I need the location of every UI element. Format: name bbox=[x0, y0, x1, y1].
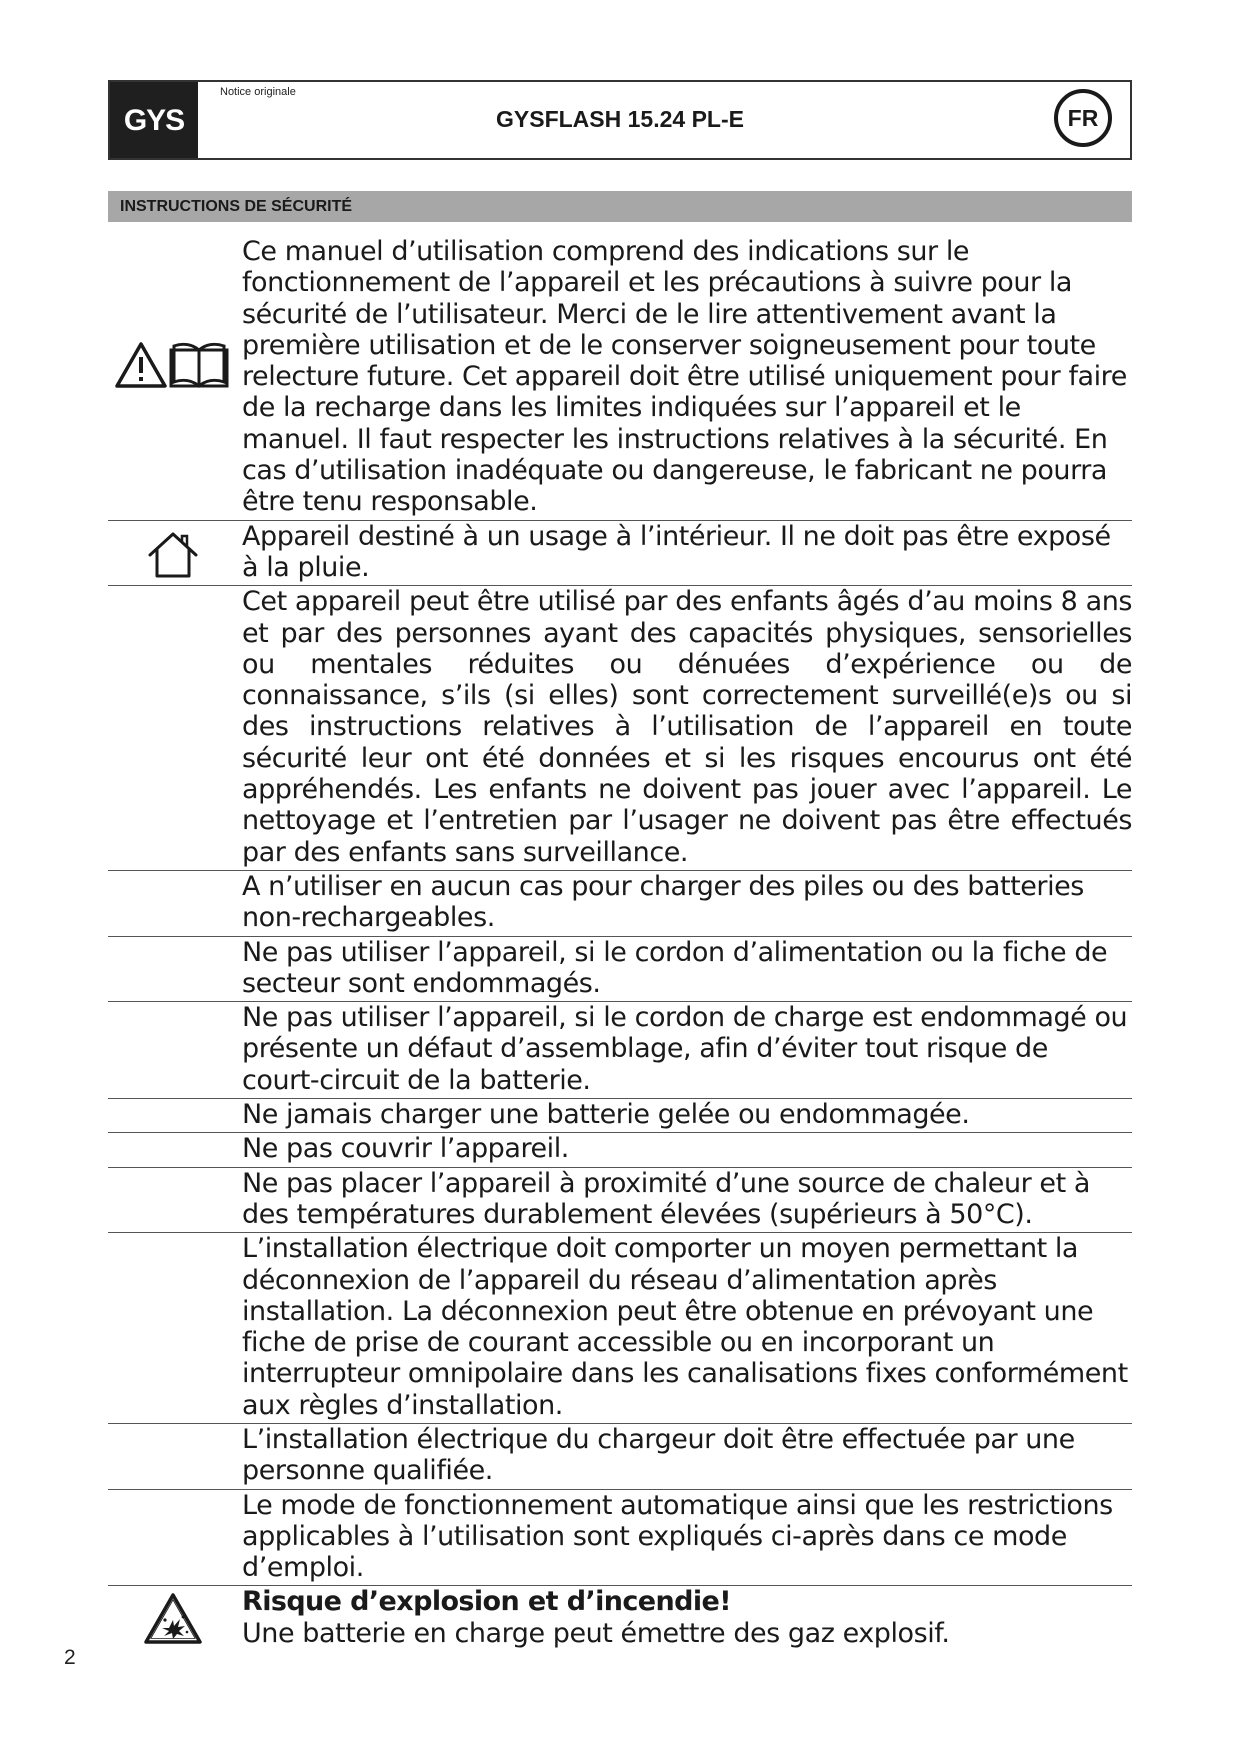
safety-item bbox=[108, 236, 1132, 521]
safety-item bbox=[108, 1133, 1132, 1167]
item-text: Appareil destiné à un usage à l’intérieur. Il ne doit pas être exposé à la pluie. bbox=[242, 520, 1111, 583]
model-title: GYSFLASH 15.24 PL-E bbox=[496, 106, 744, 132]
item-text: Ne pas utiliser l’appareil, si le cordon d’alimentation ou la fiche de secteur sont endommagés. bbox=[242, 936, 1108, 999]
explosion-risk-text: Une batterie en charge peut émettre des gaz explosif. bbox=[242, 1617, 950, 1649]
safety-item bbox=[108, 937, 1132, 1003]
item-text-explosion bbox=[242, 1586, 1132, 1649]
item-text: Le mode de fonctionnement automatique ainsi que les restrictions applicables à l’utilisation sont expliqués ci-après dans ce mode d’emploi. bbox=[242, 1489, 1113, 1584]
section-title: INSTRUCTIONS DE SÉCURITÉ bbox=[108, 191, 1132, 222]
page-number: 2 bbox=[64, 1646, 76, 1669]
document-header bbox=[108, 80, 1132, 160]
explosion-warning-icon bbox=[108, 1592, 238, 1646]
item-text: L’installation électrique du chargeur doit être effectuée par une personne qualifiée. bbox=[242, 1423, 1075, 1487]
item-text: Ne pas couvrir l’appareil. bbox=[242, 1133, 569, 1165]
safety-item bbox=[108, 1002, 1132, 1099]
safety-item bbox=[108, 1490, 1132, 1587]
language-badge: FR bbox=[1054, 89, 1112, 147]
notice-label: Notice originale bbox=[220, 86, 296, 98]
safety-item bbox=[108, 586, 1132, 871]
indoor-use-house-icon bbox=[108, 531, 238, 579]
item-text: Ne pas utiliser l’appareil, si le cordon de charge est endommagé ou présente un défaut d’assemblage, afin d’éviter tout risque de court-circuit de la batterie. bbox=[242, 1002, 1128, 1096]
item-text: A n’utiliser en aucun cas pour charger des piles ou des batteries non-rechargeables. bbox=[242, 870, 1084, 934]
safety-item-explosion bbox=[108, 1586, 1132, 1651]
explosion-risk-title: Risque d’explosion et d’incendie! bbox=[242, 1586, 731, 1618]
safety-item bbox=[108, 1168, 1132, 1234]
warning-read-manual-icon bbox=[108, 340, 238, 392]
item-text: Cet appareil peut être utilisé par des enfants âgés d’au moins 8 ans et par des personnes ayant des capacités physiques, sensorielles ou mentales réduites ou dénuées d’expérience ou de connaissance, s’ils (si elles) sont correctement surveillé(e)s ou si des instructions relatives à l’utilisation de l’appareil en toute sécurité leur ont été données et si les risques encourus ont été appréhendés. Les enfants ne doivent pas jouer avec l’appareil. Le nettoyage et l’entretien par l’usager ne doivent pas être effectués par des enfants sans surveillance. bbox=[242, 586, 1132, 868]
item-text: Ne jamais charger une batterie gelée ou endommagée. bbox=[242, 1099, 970, 1131]
item-text: L’installation électrique doit comporter un moyen permettant la déconnexion de l’appareil du réseau d’alimentation après installation. La déconnexion peut être obtenue en prévoyant une fiche de prise de courant accessible ou en incorporant un interrupteur omnipolaire dans les canalisations fixes conformément aux règles d’installation. bbox=[242, 1233, 1128, 1421]
safety-item bbox=[108, 871, 1132, 937]
safety-item bbox=[108, 1424, 1132, 1490]
safety-item bbox=[108, 1233, 1132, 1424]
item-text: Ne pas placer l’appareil à proximité d’une source de chaleur et à des températures durablement élevées (supérieurs à 50°C). bbox=[242, 1167, 1090, 1230]
safety-item bbox=[108, 521, 1132, 587]
gys-logo-mark bbox=[111, 102, 197, 138]
svg-text:GYS: GYS bbox=[123, 104, 185, 137]
gys-logo bbox=[110, 82, 198, 158]
item-text: Ce manuel d’utilisation comprend des indications sur le fonctionnement de l’appareil et les précautions à suivre pour la sécurité de l’utilisateur. Merci de le lire attentivement avant la première utilisation et de le conserver soigneusement pour toute relecture future. Cet appareil doit être utilisé uniquement pour faire de la recharge dans les limites indiquées sur l’appareil et le manuel. Il faut respecter les instructions relatives à la sécurité. En cas d’utilisation inadéquate ou dangereuse, le fabricant ne pourra être tenu responsable. bbox=[242, 236, 1127, 518]
safety-item bbox=[108, 1099, 1132, 1133]
safety-instructions-list bbox=[108, 236, 1132, 1651]
